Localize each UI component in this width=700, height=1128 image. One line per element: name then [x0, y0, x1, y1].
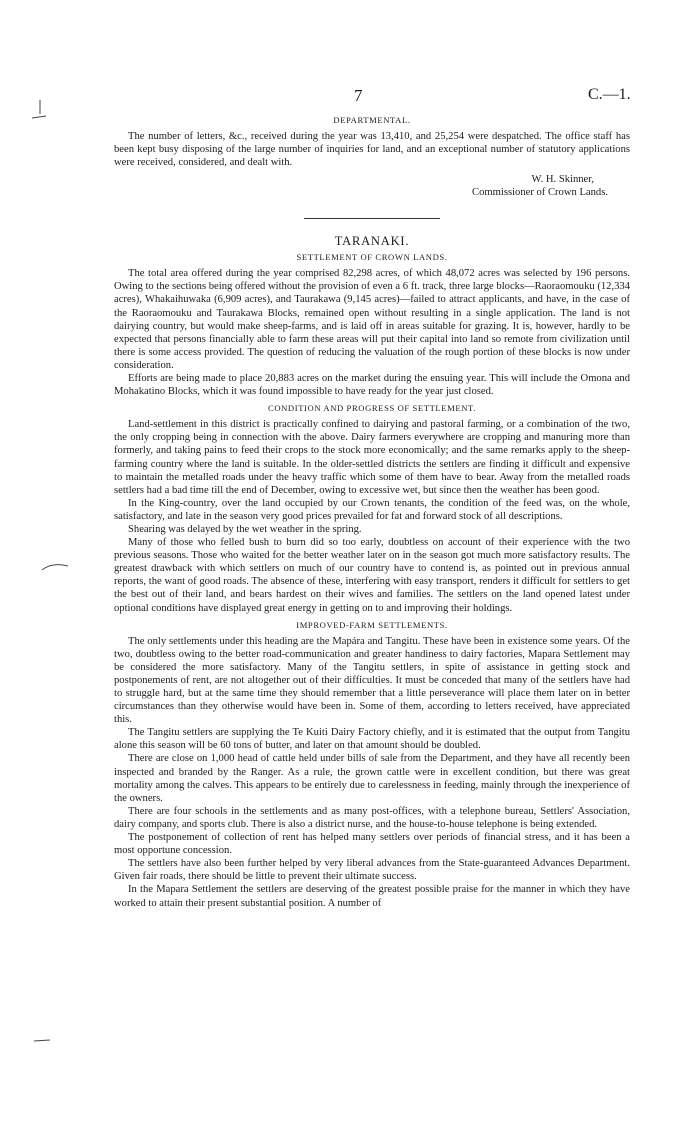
paragraph: Shearing was delayed by the wet weather in the spring.	[128, 523, 362, 535]
margin-pencil-mark	[30, 98, 50, 122]
margin-pencil-mark	[32, 1036, 52, 1044]
paragraph: The settlers have also been further helped by very liberal advances from the State-guaranteed Advances Department. Given fair roads, there should be little to prevent their ultimate success.	[114, 858, 630, 883]
settlement-heading: SETTLEMENT OF CROWN LANDS.	[296, 252, 448, 263]
paragraph: Efforts are being made to place 20,883 acres on the market during the ensuing year. This will include the Omona and Mohakatino Blocks, which it was found impossible to have ready for the year just closed.	[114, 373, 630, 398]
paragraph: There are four schools in the settlements and as many post-offices, with a telephone bureau, Settlers' Association, dairy company, and sports club. There is also a district nurse, and the house-to-house telephone is being extended.	[114, 805, 630, 830]
paragraph: In the Mapara Settlement the settlers are deserving of the greatest possible praise for the manner in which they have worked to attain their present substantial position. A number of	[114, 884, 630, 909]
departmental-heading: DEPARTMENTAL.	[333, 115, 411, 125]
margin-pencil-mark	[40, 560, 70, 574]
paragraph: Many of those who felled bush to burn did so too early, doubtless on account of their experience with the two previous seasons. Those who waited for the better weather later on in the season got much more satisfactory results. The greatest drawback with which settlers on much of our country have to contend is, as pointed out in previous annual reports, the want of good roads. The absence of these, interfering with easy transport, renders it difficult for settlers to get the best out of their land, and bears hardest on their wives and families. The settlers on the land opened latest under optional conditions have displayed great energy in getting on to and improving their holdings.	[114, 537, 630, 614]
paragraph: The total area offered during the year comprised 82,298 acres, of which 48,072 acres was selected by 196 persons. Owing to the sections being offered without the provision of even a 6 ft. track, three large blocks—Raoraomouku (12,334 acres), Whakaihuwaka (6,909 acres), and Taurakawa (9,145 acres)—failed to attract applicants, and have, in the case of the Raoraomouku and Taurakawa Blocks, remained open without resulting in a single application. The land is not dairying country, but would make sheep-farms, and is laid off in areas suitable for grazing. It is, however, hardly to be expected that persons financially able to farm these areas will put their capital into land so remote from civilization until there is some access provided. The question of reducing the valuation of the rough portion of these blocks is now under consideration.	[114, 268, 630, 371]
paragraph: The only settlements under this heading are the Mapára and Tangitu. These have been in existence some years. Of the two, doubtless owing to the better road-communication and greater handiness to dairy factories, Mapara Settlement may be considered the more satisfactory. Many of the Tangitu settlers, in spite of assistance in getting stock and postponements of rent, are not altogether out of their difficulties. It must be conceded that many of the settlers have had to struggle hard, but at the same time they should remember that a little perseverance will place them later on in better circumstances than they otherwise would have been in. Some of them, according to letters received, have appreciated this.	[114, 635, 630, 726]
signature-name: W. H. Skinner,	[531, 174, 594, 186]
departmental-paragraph: The number of letters, &c., received during the year was 13,410, and 25,254 were despatched. The office staff has been kept busy disposing of the large number of inquiries for land, and an exceptional number of statutory applications were received, considered, and dealt with.	[114, 131, 630, 169]
condition-heading: CONDITION AND PROGRESS OF SETTLEMENT.	[267, 403, 476, 414]
paragraph: There are close on 1,000 head of cattle held under bills of sale from the Department, and they have all recently been inspected and branded by the Ranger. As a rule, the grown cattle were in excellent condition, but there was great mortality among the calves. This appears to be entirely due to carelessness in feeding, mainly through the inexperience of the owners.	[114, 753, 630, 804]
signature-title: Commissioner of Crown Lands.	[472, 187, 608, 199]
document-reference: C.—1.	[588, 86, 631, 103]
paragraph: In the King-country, over the land occupied by our Crown tenants, the condition of the feed was, on the whole, satisfactory, and late in the season very good prices prevailed for fat and forward stock of all descriptions.	[114, 497, 630, 522]
signature-block	[114, 173, 630, 199]
paragraph: The postponement of collection of rent has helped many settlers over periods of financial stress, and it has been a most opportune concession.	[114, 832, 630, 857]
paragraph: Land-settlement in this district is practically confined to dairying and pastoral farming, or a combination of the two, the only cropping being in connection with the above. Dairy farmers everywhere are cropping and manuring more than formerly, and taking pains to feed their crops to the stock more economically; and the same remarks apply to the sheep-farming country where the land is suitable. In the older-settled districts the settlers are finding it difficult and expensive to maintain the metalled roads under the heavy traffic which some of them have to bear. Away from the metalled roads settlers had a bad time till the end of December, owing to excessive wet, but since then the weather has been good.	[114, 419, 630, 496]
page-number: 7	[354, 86, 363, 105]
section-divider	[304, 218, 440, 219]
page-body	[114, 114, 630, 910]
improved-farm-heading: IMPROVED-FARM SETTLEMENTS.	[296, 619, 448, 630]
paragraph: The Tangitu settlers are supplying the Te Kuiti Dairy Factory chiefly, and it is estimated that the output from Tangitu alone this season will be 60 tons of butter, and later on that amount should be doubled.	[114, 727, 630, 752]
section-title-taranaki: TARANAKI.	[334, 234, 410, 249]
